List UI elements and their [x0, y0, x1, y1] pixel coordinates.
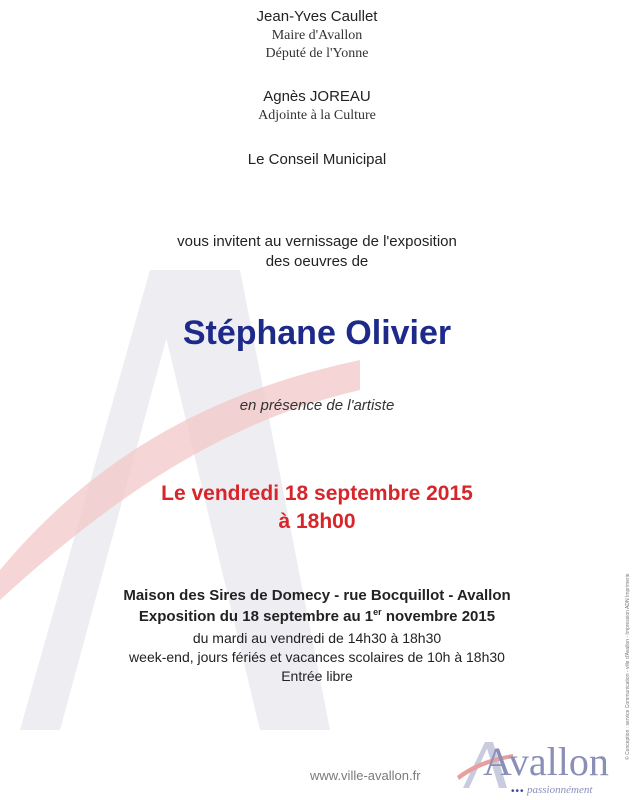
weekday-hours: du mardi au vendredi de 14h30 à 18h30 — [192, 630, 442, 646]
entry-info: Entrée libre — [281, 668, 353, 684]
website-link[interactable]: www.ville-avallon.fr — [310, 768, 421, 783]
logo-wordmark: Avallon — [483, 739, 609, 784]
invitation-line-2: des oeuvres de — [265, 253, 369, 270]
logo-tagline: passionnément — [527, 784, 593, 796]
period-suffix: novembre 2015 — [381, 608, 496, 625]
period-superscript: er — [373, 607, 382, 617]
event-date: Le vendredi 18 septembre 2015 — [161, 482, 473, 505]
signatory-name-mayor: Jean-Yves Caullet — [256, 8, 378, 25]
invitation-line-1: vous invitent au vernissage de l'exposition — [177, 233, 457, 250]
signatory-role-mayor: Maire d'Avallon — [271, 28, 363, 43]
venue-address: Maison des Sires de Domecy - rue Bocquillot - Avallon — [123, 587, 511, 604]
exhibition-period — [0, 608, 634, 625]
signatory-role-deputy: Député de l'Yonne — [265, 46, 369, 61]
logo-dots: ••• — [511, 786, 525, 797]
signatory-role-adjointe: Adjointe à la Culture — [258, 108, 376, 123]
period-prefix: Exposition du 18 septembre au 1 — [138, 608, 374, 625]
signatory-name-adjointe: Agnès JOREAU — [263, 88, 371, 105]
weekend-hours: week-end, jours fériés et vacances scolaires de 10h à 18h30 — [129, 649, 505, 665]
artist-presence: en présence de l'artiste — [239, 397, 395, 414]
event-time: à 18h00 — [278, 510, 356, 533]
artist-name: Stéphane Olivier — [182, 314, 452, 352]
signatory-name-council: Le Conseil Municipal — [247, 151, 387, 168]
print-credit: © Conception : service Communication - ville d'Avallon - Impression ADN Imprimerie — [625, 573, 631, 760]
